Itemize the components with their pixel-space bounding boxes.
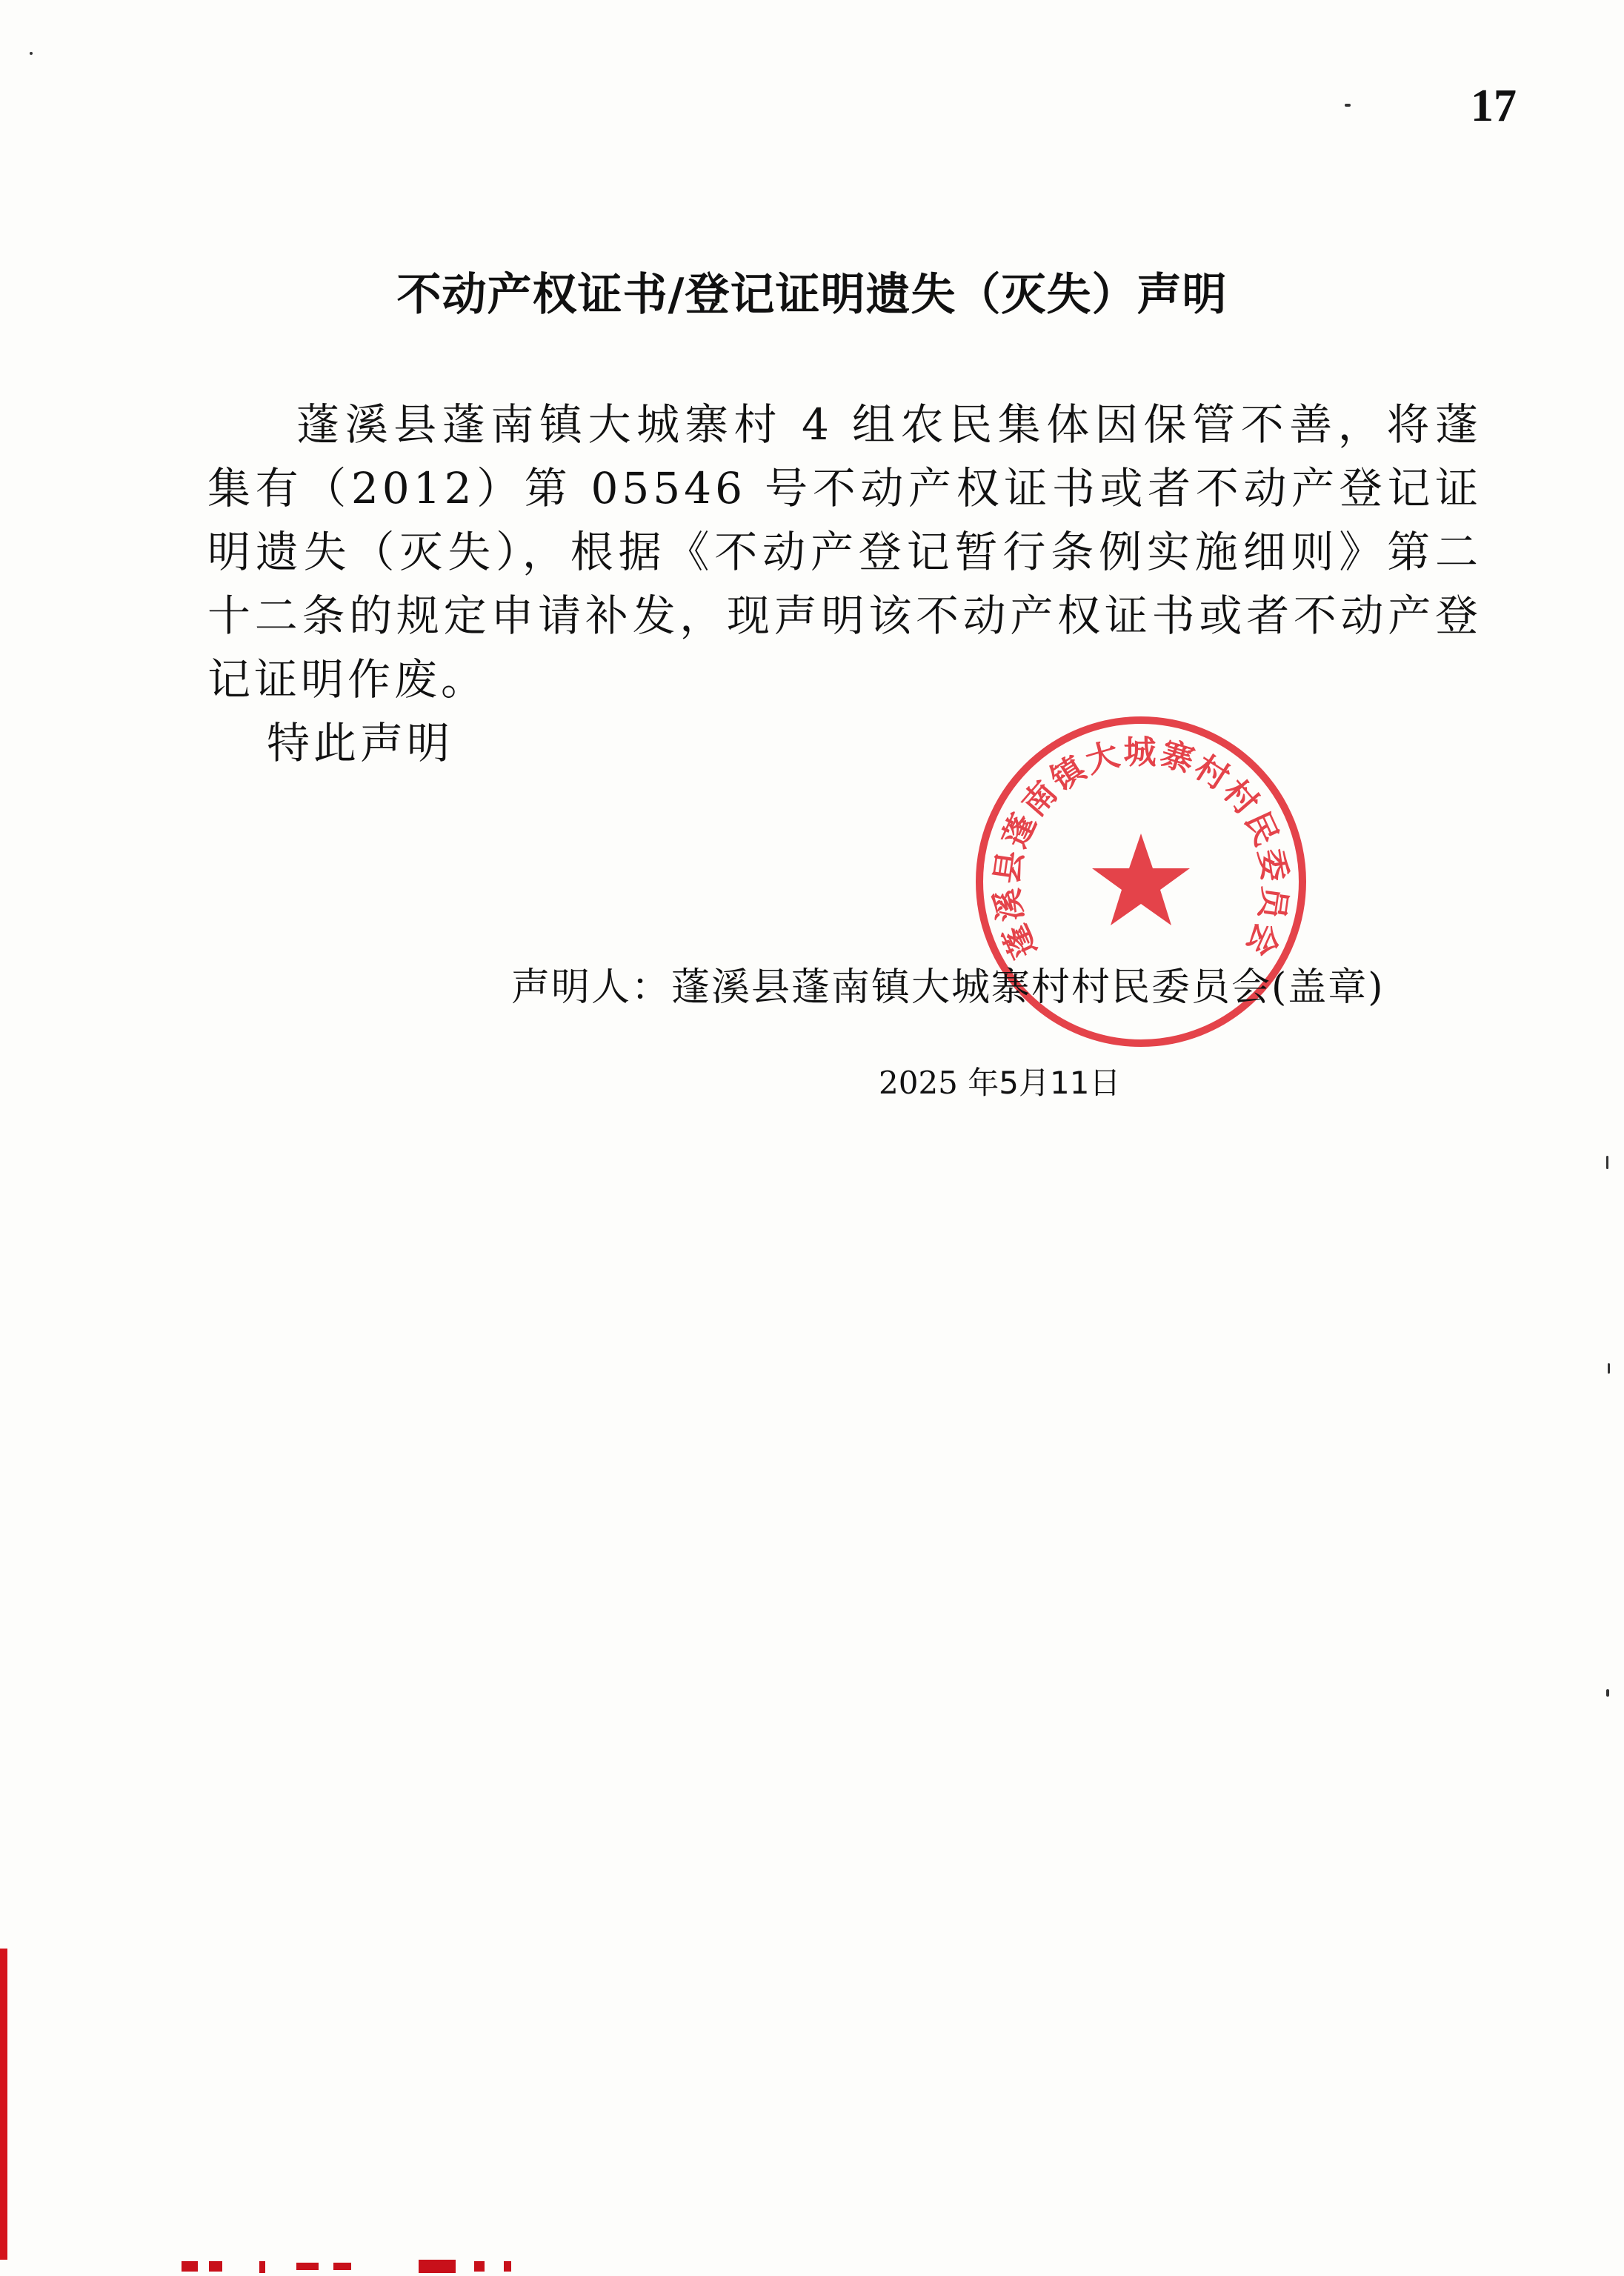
closing-phrase: 特此声明 xyxy=(267,718,454,768)
scan-artifact-dot xyxy=(1345,104,1351,107)
bottom-edge-mark xyxy=(182,2261,198,2272)
bottom-edge-mark xyxy=(296,2263,319,2270)
date-day: 11 xyxy=(1050,1065,1090,1101)
date-month-unit: 月 xyxy=(1019,1065,1051,1101)
page-number: 17 xyxy=(1471,81,1517,131)
bottom-edge-mark xyxy=(259,2261,265,2273)
statement-date xyxy=(879,1061,1120,1105)
seal-text: 蓬溪县蓬南镇大城寨村村民委员会 xyxy=(988,733,1294,964)
document-title: 不动产权证书/登记证明遗失（灭失）声明 xyxy=(396,269,1228,321)
scan-artifact-dot xyxy=(1606,1156,1608,1169)
date-month: 5 xyxy=(999,1065,1019,1101)
statement-paragraph: 蓬溪县蓬南镇大城寨村 4 组农民集体因保管不善，将蓬集有（2012）第 05546 号不动产权证书或者不动产登记证明遗失（灭失），根据《不动产登记暂行条例实施细则》第二十二条的规定申请补发，现声明该不动产权证书或者不动产登记证明作废。 xyxy=(207,399,1482,705)
date-year: 2025 xyxy=(879,1065,958,1101)
declarant-line xyxy=(511,959,1385,1016)
declarant-label: 声明人： xyxy=(511,965,672,1010)
scan-artifact-dot xyxy=(1608,1363,1610,1374)
bottom-edge-mark xyxy=(209,2261,222,2272)
scan-artifact-dot xyxy=(1606,1689,1609,1697)
seal-star-icon xyxy=(1092,833,1190,925)
date-day-unit: 日 xyxy=(1089,1065,1121,1101)
bottom-edge-mark xyxy=(504,2261,511,2272)
bottom-edge-mark xyxy=(474,2261,485,2272)
left-edge-red-mark xyxy=(0,1949,7,2260)
scan-artifact-dot xyxy=(30,52,33,55)
bottom-edge-mark xyxy=(333,2263,351,2270)
bottom-edge-mark xyxy=(419,2260,456,2273)
declarant-name: 蓬溪县蓬南镇大城寨村村民委员会(盖章) xyxy=(671,965,1385,1010)
date-year-unit: 年 xyxy=(968,1065,999,1101)
